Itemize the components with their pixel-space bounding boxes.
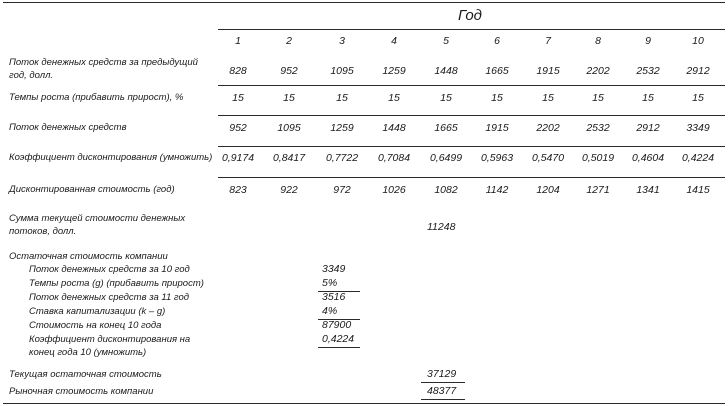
row-underline xyxy=(218,177,725,178)
table-cell: 1448 xyxy=(382,122,406,134)
table-cell: 2532 xyxy=(636,65,660,77)
table-cell: 3349 xyxy=(686,122,710,134)
table-cell: 15 xyxy=(440,92,452,104)
table-cell: 1204 xyxy=(536,184,560,196)
row-label: Поток денежных средств за предыдущий xyxy=(9,57,198,68)
table-cell: 2202 xyxy=(586,65,610,77)
table-cell: 952 xyxy=(229,122,247,134)
table-cell: 0,5019 xyxy=(581,152,615,164)
row-underline xyxy=(218,146,725,147)
table-cell: 1082 xyxy=(434,184,458,196)
table-cell: 15 xyxy=(592,92,604,104)
year-header-title: Год xyxy=(458,7,482,24)
terminal-item-label: Стоимость на конец 10 года xyxy=(29,320,162,331)
table-cell: 972 xyxy=(333,184,351,196)
table-cell: 0,5963 xyxy=(480,152,514,164)
table-cell: 0,6499 xyxy=(429,152,463,164)
terminal-item-value: 3516 xyxy=(322,291,346,303)
table-cell: 0,9174 xyxy=(221,152,255,164)
summary-label: Рыночная стоимость компании xyxy=(9,386,154,397)
terminal-item-label: Ставка капитализации (k – g) xyxy=(29,306,166,317)
summary-label: Текущая остаточная стоимость xyxy=(9,369,162,380)
table-cell: 0,8417 xyxy=(272,152,306,164)
terminal-item-label: Темпы роста (g) (прибавить прирост) xyxy=(29,278,204,289)
table-cell: 1095 xyxy=(277,122,301,134)
row-label: Дисконтированная стоимость (год) xyxy=(9,184,175,195)
year-column-header: 9 xyxy=(645,35,651,47)
terminal-item-value: 3349 xyxy=(322,263,346,275)
table-cell: 2532 xyxy=(586,122,610,134)
row-label: год, долл. xyxy=(9,70,54,81)
table-cell: 1259 xyxy=(382,65,406,77)
row-label: Темпы роста (прибавить прирост), % xyxy=(9,92,184,103)
row-underline xyxy=(218,115,725,116)
table-cell: 0,7722 xyxy=(325,152,359,164)
summary-underline xyxy=(421,399,465,400)
terminal-item-label: конец года 10 (умножить) xyxy=(29,347,147,358)
table-cell: 0,7084 xyxy=(377,152,411,164)
table-cell: 15 xyxy=(491,92,503,104)
terminal-item-value: 4% xyxy=(322,305,338,317)
table-cell: 823 xyxy=(229,184,247,196)
table-cell: 1026 xyxy=(382,184,406,196)
summary-value: 48377 xyxy=(427,385,457,397)
year-column-header: 6 xyxy=(494,35,500,47)
terminal-item-value: 0,4224 xyxy=(322,333,355,345)
table-cell: 2912 xyxy=(686,65,710,77)
table-cell: 1259 xyxy=(330,122,354,134)
table-cell: 0,4224 xyxy=(681,152,715,164)
terminal-item-value: 87900 xyxy=(322,319,352,331)
table-cell: 828 xyxy=(229,65,247,77)
table-cell: 15 xyxy=(542,92,554,104)
pv-sum-label-line1: Сумма текущей стоимости денежных xyxy=(9,213,186,224)
year-column-header: 2 xyxy=(286,35,292,47)
terminal-item-label: Поток денежных средств за 10 год xyxy=(29,264,190,275)
table-cell: 922 xyxy=(280,184,298,196)
top-border xyxy=(3,2,725,3)
year-column-header: 4 xyxy=(391,35,397,47)
table-cell: 15 xyxy=(642,92,654,104)
terminal-item-label: Поток денежных средств за 11 год xyxy=(29,292,190,303)
year-column-header: 8 xyxy=(595,35,601,47)
year-header-underline xyxy=(218,29,725,30)
table-cell: 1271 xyxy=(586,184,610,196)
table-cell: 15 xyxy=(692,92,704,104)
row-underline xyxy=(218,85,725,86)
table-cell: 1665 xyxy=(434,122,458,134)
year-column-header: 5 xyxy=(443,35,449,47)
table-cell: 1341 xyxy=(636,184,660,196)
year-column-header: 1 xyxy=(235,35,241,47)
table-cell: 15 xyxy=(232,92,244,104)
table-cell: 15 xyxy=(336,92,348,104)
row-label: Коэффициент дисконтирования (умножить) xyxy=(9,152,213,163)
table-cell: 1415 xyxy=(686,184,710,196)
table-cell: 1448 xyxy=(434,65,458,77)
table-cell: 2202 xyxy=(536,122,560,134)
terminal-item-value: 5% xyxy=(322,277,338,289)
terminal-value-underline xyxy=(318,347,360,348)
table-cell: 1915 xyxy=(485,122,509,134)
table-cell: 1095 xyxy=(330,65,354,77)
year-column-header: 7 xyxy=(545,35,551,47)
table-cell: 2912 xyxy=(636,122,660,134)
table-cell: 0,4604 xyxy=(631,152,665,164)
table-cell: 0,5470 xyxy=(531,152,565,164)
year-column-header: 10 xyxy=(692,35,704,47)
table-cell: 952 xyxy=(280,65,298,77)
bottom-border xyxy=(3,403,725,404)
pv-sum-value: 11248 xyxy=(427,221,456,233)
table-cell: 1142 xyxy=(485,184,509,196)
terminal-title: Остаточная стоимость компании xyxy=(9,251,168,262)
summary-value: 37129 xyxy=(427,368,457,380)
row-label: Поток денежных средств xyxy=(9,122,127,133)
summary-underline xyxy=(421,382,465,383)
table-cell: 1915 xyxy=(536,65,560,77)
table-cell: 15 xyxy=(283,92,295,104)
year-column-header: 3 xyxy=(339,35,345,47)
table-cell: 15 xyxy=(388,92,400,104)
pv-sum-label-line2: потоков, долл. xyxy=(9,226,77,237)
terminal-item-label: Коэффициент дисконтирования на xyxy=(29,334,191,345)
table-cell: 1665 xyxy=(485,65,509,77)
